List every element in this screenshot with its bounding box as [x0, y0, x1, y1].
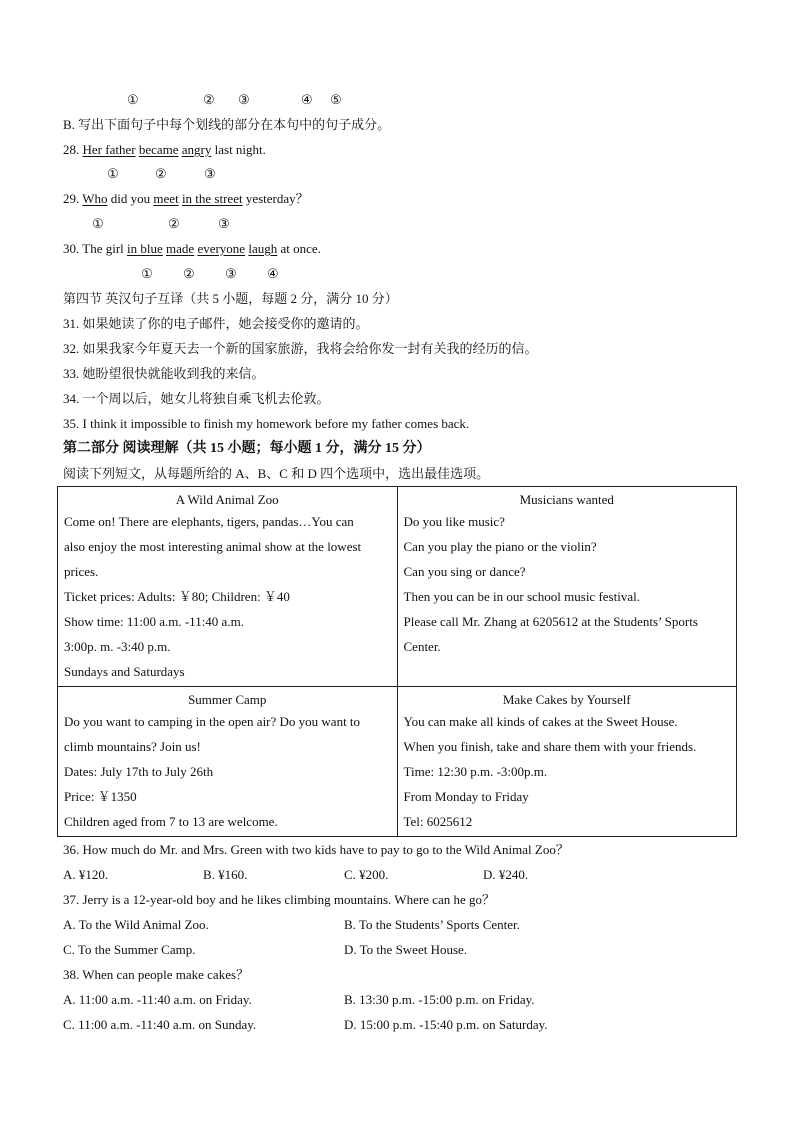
- ad-cakes: [397, 687, 737, 837]
- ad-cakes-title: Make Cakes by Yourself: [502, 692, 631, 707]
- question-30: [63, 240, 321, 258]
- ad-music-line: Can you sing or dance?: [403, 564, 526, 579]
- translation-35: 35. I think it impossible to finish my homework before my father comes back.: [63, 416, 470, 431]
- q30-part3: everyone: [197, 241, 246, 256]
- q30-marker-2: ②: [183, 266, 195, 281]
- q38-option-b[interactable]: B. 13:30 p.m. -15:00 p.m. on Friday.: [344, 992, 535, 1007]
- marker-3: ③: [238, 92, 250, 107]
- ad-music-title: Musicians wanted: [519, 492, 614, 507]
- translation-31: 31. 如果她读了你的电子邮件，她会接受你的邀请的。: [63, 316, 369, 331]
- q28-marker-1: ①: [107, 166, 119, 181]
- ad-camp-title: Summer Camp: [188, 692, 267, 707]
- question-29: [63, 190, 309, 208]
- q36-option-b[interactable]: B. ¥160.: [203, 867, 248, 882]
- question-37: 37. Jerry is a 12-year-old boy and he likes climbing mountains. Where can he go？: [63, 892, 495, 907]
- q37-option-b[interactable]: B. To the Students’ Sports Center.: [344, 917, 520, 932]
- q30-marker-3: ③: [225, 266, 237, 281]
- ad-music-line: Can you play the piano or the violin?: [403, 539, 597, 554]
- q28-number: 28.: [63, 142, 80, 157]
- translation-33: 33. 她盼望很快就能收到我的来信。: [63, 366, 265, 381]
- q36-option-c[interactable]: C. ¥200.: [344, 867, 389, 882]
- q29-marker-1: ①: [92, 216, 104, 231]
- ad-cakes-line: Tel: 6025612: [403, 814, 473, 829]
- q38-option-d[interactable]: D. 15:00 p.m. -15:40 p.m. on Saturday.: [344, 1017, 548, 1032]
- part2-title: 第二部分 阅读理解（共 15 小题；每小题 1 分，满分 15 分）: [63, 441, 431, 456]
- ad-camp-line: Do you want to camping in the open air? Do you want to: [64, 714, 361, 729]
- q29-marker-3: ③: [218, 216, 230, 231]
- q28-rest: last night.: [211, 142, 266, 157]
- q29-marker-2: ②: [168, 216, 180, 231]
- q29-mid1: did you: [107, 191, 154, 206]
- q30-number: 30.: [63, 241, 80, 256]
- question-38: 38. When can people make cakes？: [63, 967, 250, 982]
- ad-zoo: [58, 487, 398, 687]
- marker-2: ②: [203, 92, 215, 107]
- q36-option-d[interactable]: D. ¥240.: [483, 867, 529, 882]
- ads-table: [57, 486, 737, 837]
- q30-rest: at once.: [277, 241, 321, 256]
- marker-1: ①: [127, 92, 139, 107]
- marker-4: ④: [301, 92, 313, 107]
- q29-part2: meet: [153, 191, 179, 206]
- ad-music-line: Then you can be in our school music festival.: [403, 589, 640, 604]
- q30-part1: in blue: [127, 241, 163, 256]
- q28-marker-2: ②: [155, 166, 167, 181]
- q37-option-a[interactable]: A. To the Wild Animal Zoo.: [63, 917, 209, 932]
- q29-part3: in the street: [181, 191, 243, 206]
- ad-camp-line: Price: ￥1350: [64, 789, 137, 804]
- ad-cakes-line: You can make all kinds of cakes at the Sweet House.: [403, 714, 678, 729]
- section-4-heading: 第四节 英汉句子互译（共 5 小题，每题 2 分，满分 10 分）: [63, 291, 398, 306]
- q28-marker-3: ③: [204, 166, 216, 181]
- translation-32: 32. 如果我家今年夏天去一个新的国家旅游，我将会给你发一封有关我的经历的信。: [63, 341, 538, 356]
- q30-part2: made: [166, 241, 195, 256]
- ad-zoo-line: also enjoy the most interesting animal show at the lowest: [64, 539, 362, 554]
- ad-camp: [58, 687, 398, 837]
- q30-pre: The girl: [79, 241, 128, 256]
- q38-option-c[interactable]: C. 11:00 a.m. -11:40 a.m. on Sunday.: [63, 1017, 257, 1032]
- section-b-heading: B. 写出下面句子中每个划线的部分在本句中的句子成分。: [63, 117, 391, 132]
- q37-option-d[interactable]: D. To the Sweet House.: [344, 942, 468, 957]
- question-36: 36. How much do Mr. and Mrs. Green with two kids have to pay to go to the Wild Animal Zoo？: [63, 842, 569, 857]
- ad-music-line: Center.: [403, 639, 441, 654]
- ad-camp-line: climb mountains? Join us!: [64, 739, 201, 754]
- q38-option-a[interactable]: A. 11:00 a.m. -11:40 a.m. on Friday.: [63, 992, 252, 1007]
- question-28: [63, 141, 266, 159]
- ad-zoo-line: Ticket prices: Adults: ￥80; Children: ￥40: [64, 589, 290, 604]
- ad-cakes-line: From Monday to Friday: [403, 789, 529, 804]
- ad-zoo-line: Sundays and Saturdays: [64, 664, 185, 679]
- q30-part4: laugh: [248, 241, 278, 256]
- ad-zoo-line: Show time: 11:00 a.m. -11:40 a.m.: [64, 614, 244, 629]
- q30-marker-4: ④: [267, 266, 279, 281]
- ad-music-line: Please call Mr. Zhang at 6205612 at the Students’ Sports: [403, 614, 698, 629]
- part2-instruction: 阅读下列短文，从每题所给的 A、B、C 和 D 四个选项中，选出最佳选项。: [63, 466, 490, 481]
- ad-music: [397, 487, 737, 687]
- ad-zoo-line: prices.: [64, 564, 99, 579]
- ad-cakes-line: When you finish, take and share them with your friends.: [403, 739, 697, 754]
- q37-option-c[interactable]: C. To the Summer Camp.: [63, 942, 196, 957]
- ad-music-line: Do you like music?: [403, 514, 505, 529]
- q28-part2: became: [138, 142, 179, 157]
- q28-part1: Her father: [82, 142, 136, 157]
- ad-zoo-line: Come on! There are elephants, tigers, pandas…You can: [64, 514, 354, 529]
- ad-camp-line: Children aged from 7 to 13 are welcome.: [64, 814, 278, 829]
- q29-part1: Who: [82, 191, 108, 206]
- ad-camp-line: Dates: July 17th to July 26th: [64, 764, 214, 779]
- q30-marker-1: ①: [141, 266, 153, 281]
- q29-number: 29.: [63, 191, 80, 206]
- ad-cakes-line: Time: 12:30 p.m. -3:00p.m.: [403, 764, 548, 779]
- q36-option-a[interactable]: A. ¥120.: [63, 867, 109, 882]
- ad-zoo-title: A Wild Animal Zoo: [175, 492, 279, 507]
- q29-rest: yesterday？: [242, 191, 309, 206]
- translation-34: 34. 一个周以后，她女儿将独自乘飞机去伦敦。: [63, 391, 330, 406]
- marker-5: ⑤: [330, 92, 342, 107]
- ad-zoo-line: 3:00p. m. -3:40 p.m.: [64, 639, 171, 654]
- q28-part3: angry: [181, 142, 212, 157]
